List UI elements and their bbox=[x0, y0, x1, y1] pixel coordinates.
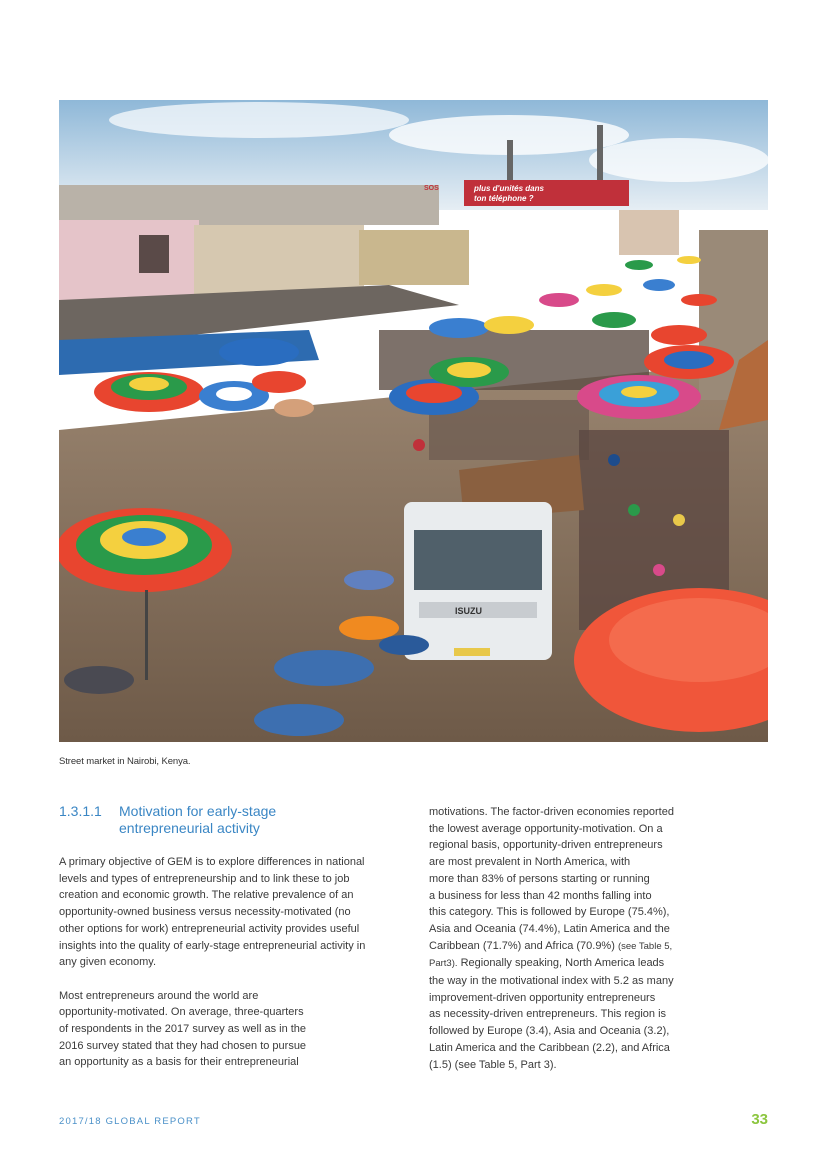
building bbox=[194, 225, 364, 295]
text-line: of respondents in the 2017 survey as well as in the bbox=[59, 1023, 307, 1036]
section-title bbox=[119, 803, 369, 837]
text-line: an opportunity as a basis for their entrepreneurial bbox=[59, 1056, 299, 1069]
text-line: any given economy. bbox=[59, 956, 157, 969]
truck-brand: ISUZU bbox=[455, 606, 482, 616]
text-line: creation and economic growth. The relative prevalence of an bbox=[59, 889, 354, 902]
paragraph-2 bbox=[59, 988, 399, 1072]
text-line: A primary objective of GEM is to explore differences in national bbox=[59, 856, 365, 868]
left-column bbox=[59, 854, 399, 1071]
text-line: (1.5) (see Table 5, Part 3). bbox=[429, 1058, 557, 1071]
paragraph-3 bbox=[429, 804, 714, 1073]
text-line: this category. This is followed by Europe (75.4%), bbox=[429, 906, 670, 919]
text-line: Caribbean (71.7%) and Africa (70.9%) bbox=[429, 939, 618, 952]
text-line: Latin America and the Caribbean (2.2), and Africa bbox=[429, 1041, 670, 1054]
text-line: a business for less than 42 months falling into bbox=[429, 889, 652, 902]
truck-windshield bbox=[414, 530, 542, 590]
table-reference: (see Table 5, bbox=[617, 940, 673, 952]
building-rooftops bbox=[59, 185, 439, 225]
text-line: levels and types of entrepreneurship and to link these to job bbox=[59, 872, 350, 885]
market-photo-illustration bbox=[59, 100, 768, 742]
market-photo bbox=[59, 100, 768, 742]
text-line: the lowest average opportunity-motivation. On a bbox=[429, 822, 663, 835]
section-number: 1.3.1.1 bbox=[59, 803, 102, 819]
table-reference: Part3). bbox=[429, 958, 458, 970]
right-column bbox=[429, 804, 714, 1073]
license-plate bbox=[454, 648, 490, 656]
text-line: improvement-driven opportunity entrepreneurs bbox=[429, 991, 656, 1004]
text-line: the way in the motivational index with 5.2 as many bbox=[429, 975, 674, 988]
text-line: motivations. The factor-driven economies reported bbox=[429, 806, 674, 818]
text-line: more than 83% of persons starting or running bbox=[429, 872, 650, 885]
page-number: 33 bbox=[751, 1111, 768, 1128]
building bbox=[619, 210, 679, 255]
text-line: insights into the quality of early-stage entrepreneurial activity in bbox=[59, 939, 366, 952]
section-title-line-2: entrepreneurial activity bbox=[119, 820, 260, 836]
text-line: Asia and Oceania (74.4%), Latin America and the bbox=[429, 922, 670, 935]
figure-caption: Street market in Nairobi, Kenya. bbox=[59, 756, 191, 767]
billboard-text-1: plus d'unités dans bbox=[474, 184, 544, 193]
text-line: Most entrepreneurs around the world are bbox=[59, 989, 259, 1002]
section-title-line-1: Motivation for early-stage bbox=[119, 803, 277, 819]
building bbox=[359, 230, 469, 285]
report-title: 2017/18 GLOBAL REPORT bbox=[59, 1116, 201, 1127]
sos-sign: SOS bbox=[424, 185, 439, 192]
text-line: Regionally speaking, North America leads bbox=[457, 957, 665, 970]
text-line: other options for work) entrepreneurial activity provides useful bbox=[59, 922, 360, 935]
text-line: opportunity-owned business versus necessity-motivated (no bbox=[59, 906, 351, 919]
text-line: 2016 survey stated that they had chosen to pursue bbox=[59, 1039, 307, 1052]
text-line: as necessity-driven entrepreneurs. This region is bbox=[429, 1008, 667, 1021]
text-line: regional basis, opportunity-driven entrepreneurs bbox=[429, 839, 663, 852]
paragraph-1 bbox=[59, 854, 399, 971]
text-line: followed by Europe (3.4), Asia and Oceania (3.2), bbox=[429, 1025, 670, 1038]
text-line: opportunity-motivated. On average, three-quarters bbox=[59, 1006, 304, 1019]
text-line: are most prevalent in North America, with bbox=[429, 856, 631, 869]
billboard-text-2: ton téléphone ? bbox=[474, 194, 534, 203]
